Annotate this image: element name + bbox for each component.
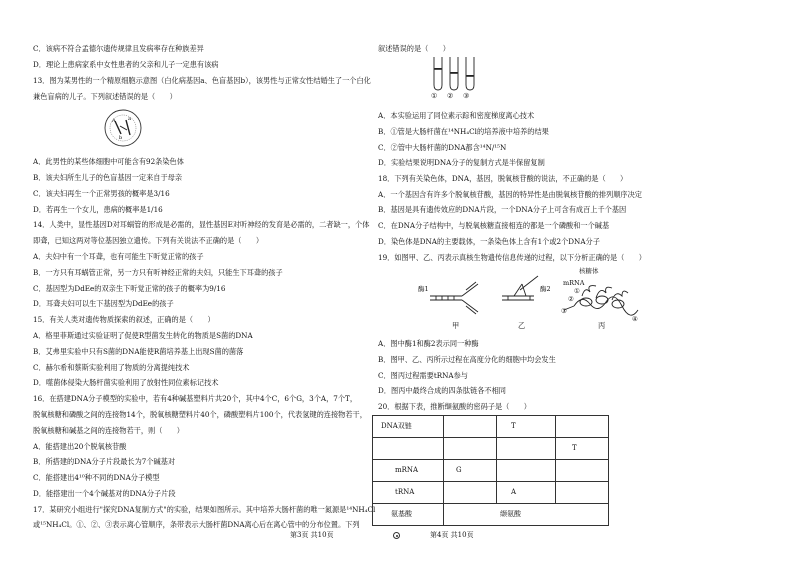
table-cell: G — [444, 460, 497, 482]
q19-option-a: A．图中酶1和酶2表示同一种酶 — [378, 339, 479, 348]
page-number-right: 第4页 共10页 — [430, 531, 474, 539]
q17-option-a: A．本实验运用了同位素示踪和密度梯度离心技术 — [378, 111, 535, 120]
gene-expression-figure — [416, 266, 646, 332]
enzyme-1-label: 酶1 — [418, 285, 429, 293]
centrifuge-tubes-figure — [430, 55, 482, 103]
table-row — [373, 460, 609, 482]
table-cell — [444, 482, 497, 504]
table-cell: T — [497, 416, 556, 438]
q14-option-a: A．夫妇中有一个耳聋，也有可能生下听觉正常的孩子 — [33, 252, 204, 261]
table-row — [373, 438, 609, 460]
q14-option-d: D．耳聋夫妇可以生下基因型为DdEe的孩子 — [33, 299, 174, 308]
table-cell: 氨基酸 — [373, 504, 444, 526]
q15-option-d: D．噬菌体侵染大肠杆菌实验利用了放射性同位素标记技术 — [33, 378, 219, 387]
q13-option-d: D．若再生一个女儿，患病的概率是1/16 — [33, 205, 163, 214]
table-row — [373, 482, 609, 504]
page-number-left: 第3页 共10页 — [290, 531, 334, 539]
table-cell — [373, 438, 444, 460]
q16-option-d: D．能搭建出一个4个碱基对的DNA分子片段 — [33, 489, 176, 498]
tube-1-label: ① — [431, 91, 438, 100]
q14-option-b: B．一方只有耳蜗管正常，另一方只有听神经正常的夫妇，只能生下耳聋的孩子 — [33, 268, 283, 277]
q16-option-b: B．所搭建的DNA分子片段最长为7个碱基对 — [33, 457, 176, 466]
q12-option-c: C．该病不符合孟德尔遗传规律且发病率存在种族差异 — [33, 44, 204, 53]
q18-option-b: B．基因是具有遗传效应的DNA片段，一个DNA分子上可含有成百上千个基因 — [378, 205, 627, 214]
table-cell — [444, 438, 497, 460]
q17-stem-line2: 或¹⁵NH₄Cl。①、②、③表示离心管顺序，条带表示大肠杆菌DNA离心后在离心管中的分布位置。下列 — [33, 520, 360, 529]
binding-hole-icon — [393, 532, 400, 539]
q15-option-b: B．艾弗里实验中只有S菌的DNA能使R菌培养基上出现S菌的菌落 — [33, 347, 244, 356]
spermatogonium-figure — [103, 108, 143, 149]
marker-1: ① — [574, 287, 580, 295]
table-cell: 缬氨酸 — [444, 504, 609, 526]
q14-stem-line1: 14．人类中，显性基因D对耳蜗管的形成是必需的，显性基因E对听神经的发育是必需的，二者缺一，个体 — [33, 220, 370, 229]
q13-option-a: A．此男性的某些体细胞中可能含有92条染色体 — [33, 157, 184, 166]
q16-option-a: A．能搭建出20个脱氧核苷酸 — [33, 442, 127, 451]
q16-option-c: C．能搭建出4¹⁰种不同的DNA分子模型 — [33, 473, 160, 482]
mrna-label: mRNA — [563, 279, 585, 287]
q19-option-d: D．图丙中最终合成的四条肽链各不相同 — [378, 386, 506, 395]
q18-stem: 18．下列有关染色体，DNA，基因，脱氧核苷酸的说法，不正确的是（ ） — [378, 174, 628, 183]
table-cell — [556, 416, 609, 438]
q15-stem: 15．有关人类对遗传物质探索的叙述，正确的是（ ） — [33, 315, 215, 324]
q16-stem-line3: 脱氧核糖和碱基之间的连接物若干，则（ ） — [33, 426, 184, 435]
table-cell — [556, 460, 609, 482]
q19-option-b: B．图甲、乙、丙所示过程在高度分化的细胞中均会发生 — [378, 355, 556, 364]
marker-4: ④ — [632, 315, 638, 323]
q19-stem: 19．如图甲、乙、丙表示真核生物遗传信息传递的过程，以下分析正确的是（ ） — [378, 253, 646, 262]
marker-2: ② — [568, 295, 574, 303]
q17-option-c: C．②管中大肠杆菌的DNA都含¹⁴N/¹⁵N — [378, 143, 507, 152]
q17-option-d: D．实验结果说明DNA分子的复制方式是半保留复制 — [378, 158, 545, 167]
table-cell: DNA双链 — [373, 416, 444, 438]
codon-table — [372, 415, 609, 526]
q13-option-c: C．该夫妇再生一个正常男孩的概率是3/16 — [33, 189, 170, 198]
fig-bing-label: 丙 — [598, 321, 606, 330]
allele-A-label: A — [112, 118, 116, 124]
q18-option-c: C．在DNA分子结构中，与脱氧核糖直接相连的都是一个磷酸和一个碱基 — [378, 221, 610, 230]
q13-stem-line1: 13．图为某男性的一个精原细胞示意图（白化病基因a、色盲基因b），该男性与正常女性结婚生了一个白化 — [33, 76, 371, 85]
fig-yi-label: 乙 — [518, 321, 526, 330]
table-row — [373, 504, 609, 526]
marker-3: ③ — [561, 307, 567, 315]
table-cell — [497, 460, 556, 482]
q17-stem-line3: 叙述错误的是（ ） — [378, 44, 450, 53]
table-cell: tRNA — [373, 482, 444, 504]
table-cell: A — [497, 482, 556, 504]
q14-option-c: C．基因型为DdEe的双亲生下听觉正常的孩子的概率为9/16 — [33, 284, 226, 293]
q13-stem-line2: 兼色盲病的儿子。下列叙述错误的是（ ） — [33, 92, 177, 101]
q17-option-b: B．①管是大肠杆菌在¹⁴NH₄Cl的培养液中培养的结果 — [378, 127, 549, 136]
q12-option-d: D．理论上患病家系中女性患者的父亲和儿子一定患有该病 — [33, 60, 219, 69]
tube-2-label: ② — [447, 91, 454, 100]
q17-stem-line1: 17．某研究小组进行"探究DNA复制方式"的实验，结果如图所示。其中培养大肠杆菌的唯一氮源是¹⁴NH₄Cl — [33, 505, 376, 514]
tube-3-label: ③ — [463, 91, 470, 100]
ribosome-label: 核糖体 — [579, 267, 599, 275]
allele-b-label: b — [119, 135, 123, 141]
allele-a-label: a — [128, 116, 131, 122]
table-cell — [444, 416, 497, 438]
table-cell: mRNA — [373, 460, 444, 482]
table-cell — [497, 438, 556, 460]
q20-stem: 20．根据下表，推断缬氨酸的密码子是（ ） — [378, 402, 531, 411]
enzyme-2-label: 酶2 — [540, 285, 551, 293]
q19-option-c: C．图丙过程需要tRNA参与 — [378, 371, 468, 380]
q15-option-a: A．格里菲斯通过实验证明了促使R型菌发生转化的物质是S菌的DNA — [33, 331, 253, 340]
q13-option-b: B．该夫妇所生儿子的色盲基因一定来自于母亲 — [33, 173, 183, 182]
q16-stem-line2: 脱氧核糖和磷酸之间的连接物14个，脱氧核糖塑料片40个，磷酸塑料片100个，代表氢键的连接物若干， — [33, 410, 367, 419]
q18-option-a: A．一个基因含有许多个脱氧核苷酸，基因的特异性是由脱氧核苷酸的排列顺序决定 — [378, 190, 642, 199]
table-cell — [556, 482, 609, 504]
q18-option-d: D．染色体是DNA的主要载体，一条染色体上含有1个或2个DNA分子 — [378, 237, 600, 246]
fig-jia-label: 甲 — [452, 321, 460, 330]
q16-stem-line1: 16．在搭建DNA分子模型的实验中，若有4种碱基塑料片共20个，其中4个C，6个G，3个A，7个T， — [33, 394, 358, 403]
q15-option-c: C．赫尔希和蔡斯实验利用了物质的分离提纯技术 — [33, 363, 190, 372]
table-cell: T — [556, 438, 609, 460]
table-row — [373, 416, 609, 438]
q14-stem-line2: 即聋，已知这两对等位基因独立遗传。下列有关说法不正确的是（ ） — [33, 236, 264, 245]
